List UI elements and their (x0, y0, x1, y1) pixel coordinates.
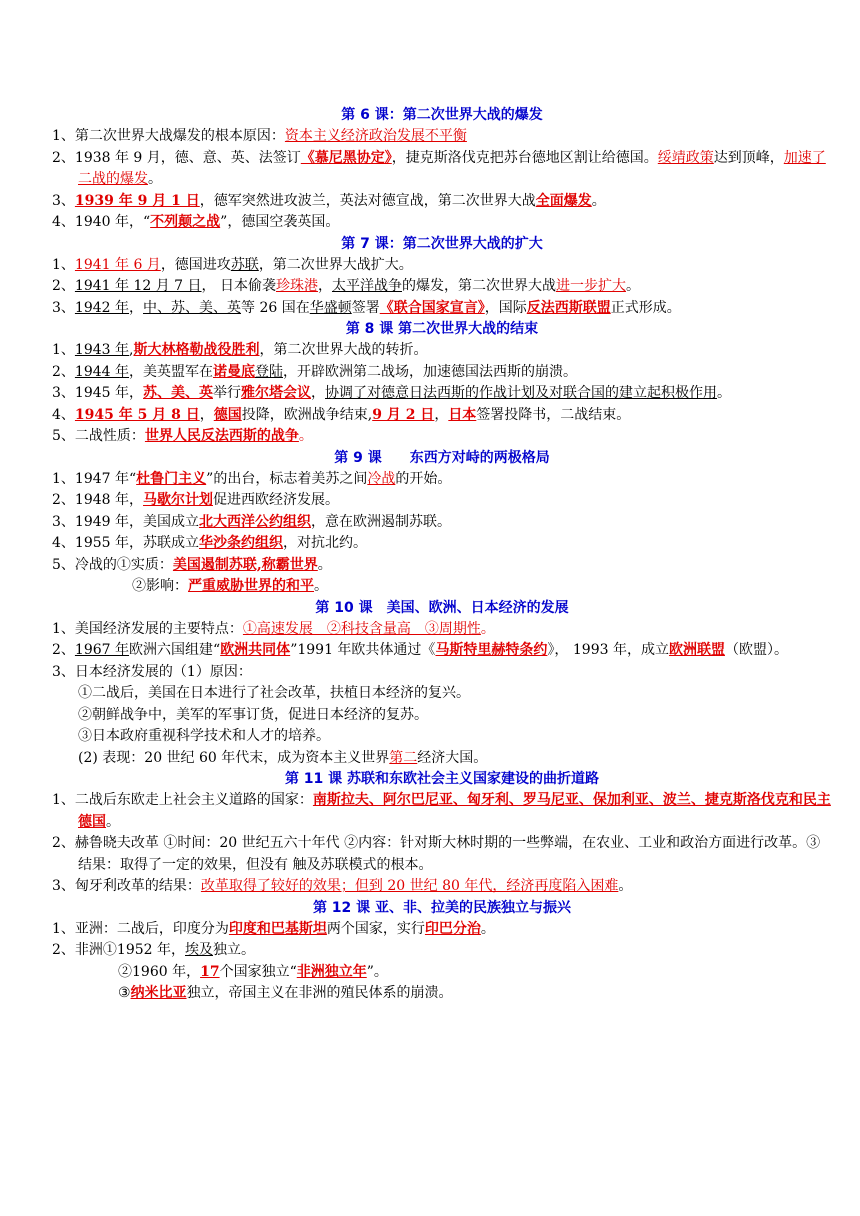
lesson-heading: 第 8 课 第二次世界大战的结束 (345, 321, 539, 337)
note-text: 4、 (52, 406, 75, 423)
note-line (52, 533, 832, 555)
note-text: 3、日本经济发展的（1）原因： (52, 663, 252, 680)
note-text: 1、亚洲：二战后，印度分为 (52, 920, 229, 937)
key-term: 1945 年 5 月 8 日 (74, 406, 200, 423)
note-line (52, 362, 832, 384)
key-term: 不列颠之战 (150, 214, 221, 230)
key-term: 《慕尼黑协定》 (300, 149, 392, 166)
note-text: ③ (118, 985, 131, 1001)
note-line (52, 512, 832, 534)
note-text: ”。 (366, 963, 388, 980)
note-text: 。 (480, 920, 495, 937)
note-line (52, 576, 832, 598)
note-text: 》， 1993 年，成立 (547, 642, 669, 658)
note-line (52, 790, 832, 833)
lesson-heading: 第 10 课 美国、欧洲、日本经济的发展 (315, 599, 569, 616)
note-text: ，意在欧洲遏制苏联。 (311, 513, 451, 530)
note-text: ，国际 (484, 299, 527, 316)
note-text: ， (311, 385, 325, 401)
key-term: 1941 年 6 月 (74, 256, 161, 273)
key-term: 珍珠港 (275, 278, 318, 294)
note-line (52, 191, 832, 213)
note-line (52, 705, 832, 727)
key-term: 17 (200, 963, 220, 980)
note-text: 。 (317, 556, 332, 573)
note-line (52, 212, 832, 234)
key-term: 9 月 2 日 (372, 406, 435, 423)
note-text: ②影响： (132, 578, 188, 594)
key-term: 日本 (448, 406, 477, 423)
note-line (52, 662, 832, 684)
note-line (52, 490, 832, 512)
note-text: ， (434, 406, 449, 423)
key-term: 严重威胁世界的和平 (188, 578, 314, 594)
note-text: 2、 (52, 363, 75, 380)
note-text: 1943 年 (74, 342, 130, 358)
note-line (52, 126, 832, 148)
key-term: 加速了二战的爆发 (78, 149, 826, 187)
note-line (52, 876, 832, 898)
key-term: 全面爆发 (535, 192, 592, 209)
key-term: 苏、美、英 (143, 385, 213, 401)
key-term: 印度和巴基斯坦 (228, 920, 327, 937)
note-text: 达到顶峰， (713, 149, 784, 166)
note-text: 2、1948 年， (52, 492, 143, 508)
key-term: 改革取得了较好的效果；但到 20 世纪 80 年代，经济再度陷入困难 (200, 878, 619, 894)
note-text: 登陆 (255, 363, 284, 380)
note-text: 的爆发，第二次世界大战 (401, 278, 556, 294)
note-text: 独立。 (213, 942, 255, 958)
note-line (52, 748, 832, 770)
note-text: 。 (717, 385, 731, 401)
note-line (52, 983, 832, 1005)
note-text: 埃及 (185, 942, 213, 958)
note-text: 1、美国经济发展的主要特点： (52, 620, 243, 637)
note-text: 。 (106, 813, 120, 830)
note-text: 等 26 国在 (241, 299, 310, 316)
note-line (52, 619, 832, 641)
note-line (52, 255, 832, 277)
note-text: 2、非洲①1952 年， (52, 942, 185, 958)
note-text: ， (199, 406, 214, 423)
note-text: ”的出台，标志着美苏之间 (206, 470, 368, 487)
key-term: 斯大林格勒战役胜利 (133, 342, 260, 358)
note-text: 2、 (52, 278, 75, 294)
note-text: 经济大国。 (417, 749, 488, 766)
note-text: 的开始。 (395, 470, 452, 487)
note-text: ②1960 年， (118, 963, 201, 980)
note-text: ”1991 年欧共体通过《 (290, 642, 436, 658)
note-text: 1、 (52, 256, 75, 273)
note-text: ”，德国空袭英国。 (220, 214, 340, 230)
note-line (52, 833, 832, 876)
note-text: 1944 年 (74, 363, 130, 380)
note-text: ， 日本偷袭 (201, 278, 276, 294)
note-text: 。 (314, 578, 328, 594)
note-text: , (129, 342, 134, 358)
note-text: ，捷克斯洛伐克把苏台德地区割让给德国。 (391, 149, 658, 166)
note-text: 欧洲六国组建“ (129, 642, 221, 658)
note-text: ，第二次世界大战的转折。 (259, 342, 428, 358)
note-text: ，德军突然进攻波兰，英法对德宣战，第二次世界大战 (199, 192, 536, 209)
note-text: 。 (591, 192, 606, 209)
key-term: 南斯拉夫、阿尔巴尼亚、匈牙利、罗马尼亚、保加利亚、波兰、捷克斯洛伐克和民主德国 (78, 792, 831, 830)
note-text: 1、1947 年“ (52, 470, 137, 487)
key-term: 诺曼底 (213, 363, 256, 380)
key-term: 欧洲共同体 (220, 642, 291, 658)
note-line (52, 555, 832, 577)
note-text: 中、苏、美、英 (143, 299, 242, 316)
note-line (52, 298, 832, 320)
note-text: 。 (148, 171, 162, 187)
note-text: 5、二战性质： (52, 428, 145, 444)
key-term: 冷战 (367, 470, 396, 487)
note-text: （欧盟）。 (724, 642, 788, 658)
note-line (52, 276, 832, 298)
note-line (52, 405, 832, 427)
note-text: 独立，帝国主义在非洲的殖民体系的崩溃。 (186, 985, 453, 1001)
note-line (52, 940, 832, 962)
note-text: 1967 年 (74, 642, 130, 658)
note-text: 1、 (52, 342, 75, 358)
note-text: 签署投降书，二战结束。 (476, 406, 631, 423)
note-text: 1941 年 12 月 7 日 (74, 278, 202, 294)
key-term: 《联合国家宣言》 (379, 299, 485, 316)
note-text: 两个国家，实行 (326, 920, 425, 937)
note-text: 太平洋战争 (331, 278, 402, 294)
note-text: ，德国进攻 (160, 256, 231, 273)
note-text: 3、匈牙利改革的结果： (52, 878, 201, 894)
note-text: 2、赫鲁晓夫改革 ①时间：20 世纪五六十年代 ②内容：针对斯大林时期的一些弊端，在农业、工业和政治方面进行改革。③结果：取得了一定的效果，但没有 触及苏联模式的根本。 (52, 835, 821, 873)
note-text: 4、1940 年，“ (52, 214, 151, 230)
note-text: 。 (618, 878, 633, 894)
note-text: 1942 年 (74, 299, 130, 316)
key-term: 马歇尔计划 (143, 492, 213, 508)
note-line (52, 683, 832, 705)
note-text: 苏联 (230, 256, 259, 273)
lesson-heading: 第 11 课 苏联和东欧社会主义国家建设的曲折道路 (284, 771, 600, 787)
note-text: ①二战后，美国在日本进行了社会改革，扶植日本经济的复兴。 (78, 685, 470, 701)
note-text: ，开辟欧洲第二战场，加速德国法西斯的崩溃。 (283, 363, 578, 380)
note-text: ， (129, 299, 144, 316)
note-text: 个国家独立“ (219, 963, 297, 980)
note-line (52, 426, 832, 448)
key-term: 资本主义经济政治发展不平衡 (284, 128, 467, 144)
note-line (52, 469, 832, 491)
document-content (52, 105, 832, 1005)
note-text: 协调了对德意日法西斯的作战计划及对联合国的建立起积极作用 (325, 385, 717, 401)
lesson-heading: 第 9 课 东西方对峙的两极格局 (334, 449, 550, 466)
note-text: 3、 (52, 192, 75, 209)
note-text: 4、1955 年，苏联成立 (52, 535, 199, 551)
key-term: 世界人民反法西斯的战争 (144, 428, 299, 444)
key-term: 进一步扩大 (555, 278, 626, 294)
note-text: 1、二战后东欧走上社会主义道路的国家： (52, 792, 313, 808)
note-text: 投降，欧洲战争结束, (241, 406, 373, 423)
lesson-heading: 第 7 课：第二次世界大战的扩大 (341, 235, 543, 252)
note-text: ②朝鲜战争中，美军的军事订货，促进日本经济的复苏。 (78, 706, 428, 723)
note-text: 3、1945 年， (52, 385, 143, 401)
note-line (52, 383, 832, 405)
note-text: 华盛顿 (309, 299, 352, 316)
note-text: (2) 表现：20 世纪 60 年代末，成为资本主义世界 (78, 749, 390, 766)
key-term: 。 (298, 428, 313, 444)
note-line (52, 726, 832, 748)
key-term: 雅尔塔会议 (241, 385, 311, 401)
note-text: 5、冷战的①实质： (52, 556, 173, 573)
note-text: 。 (625, 278, 640, 294)
note-text: 2、 (52, 642, 75, 658)
note-text: 2、1938 年 9 月，德、意、英、法签订 (52, 149, 301, 166)
note-line (52, 148, 832, 191)
key-term: ①高速发展 ②科技含量高 ③周期性 (242, 620, 481, 637)
lesson-heading: 第 6 课：第二次世界大战的爆发 (341, 107, 543, 123)
note-text: 1、第二次世界大战爆发的根本原因： (52, 128, 285, 144)
key-term: 第二 (389, 749, 418, 766)
note-text: ，对抗北约。 (283, 535, 367, 551)
key-term: 反法西斯联盟 (526, 299, 611, 316)
note-text: ③日本政府重视科学技术和人才的培养。 (78, 728, 330, 744)
note-text: 举行 (213, 385, 241, 401)
key-term: 欧洲联盟 (668, 642, 725, 658)
key-term: 美国遏制苏联,称霸世界 (172, 556, 318, 573)
note-line (52, 640, 832, 662)
note-line (52, 919, 832, 941)
note-text: 3、1949 年，美国成立 (52, 513, 199, 530)
key-term: 马斯特里赫特条约 (435, 642, 548, 658)
key-term: 华沙条约组织 (199, 535, 283, 551)
key-term: 1939 年 9 月 1 日 (74, 192, 200, 209)
key-term: 纳米比亚 (130, 985, 187, 1001)
key-term: 杜鲁门主义 (136, 470, 207, 487)
key-term: 非洲独立年 (296, 963, 367, 980)
key-term: 印巴分治 (424, 920, 481, 937)
key-term: 德国 (213, 406, 242, 423)
key-term: 。 (480, 620, 495, 637)
note-text: ，第二次世界大战扩大。 (258, 256, 413, 273)
note-text: 3、 (52, 299, 75, 316)
note-text: ，美英盟军在 (129, 363, 214, 380)
note-text: 正式形成。 (610, 299, 681, 316)
note-text: 签署 (351, 299, 380, 316)
key-term: 绥靖政策 (657, 149, 714, 166)
note-line (52, 340, 832, 362)
lesson-heading: 第 12 课 亚、非、拉美的民族独立与振兴 (312, 899, 572, 916)
note-line (52, 962, 832, 984)
note-text: ， (317, 278, 332, 294)
key-term: 北大西洋公约组织 (199, 513, 311, 530)
note-text: 促进西欧经济发展。 (213, 492, 339, 508)
